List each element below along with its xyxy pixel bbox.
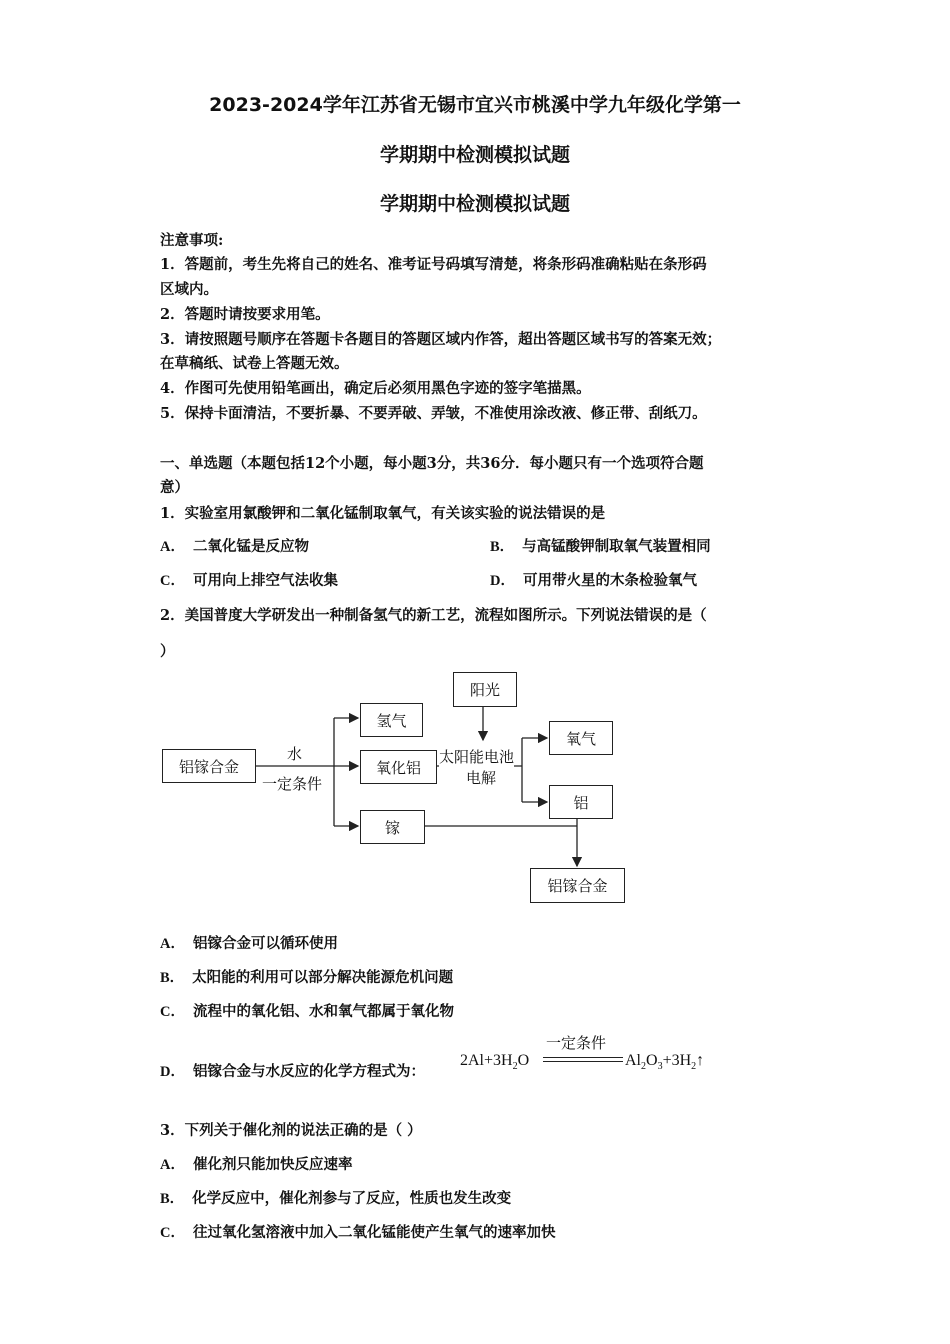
option-text: 与高锰酸钾制取氧气装置相同 — [522, 538, 711, 555]
eq-r3: +3H — [662, 1052, 692, 1069]
box-alloy-out: 铝镓合金 — [530, 868, 625, 903]
q2-option-a — [160, 932, 338, 953]
equation-right — [625, 1052, 704, 1072]
eq-r3-sub: 2 — [691, 1061, 697, 1073]
notice-item: 5．保持卡面清洁，不要折暴、不要弄破、弄皱，不准使用涂改液、修正带、刮纸刀。 — [160, 405, 707, 422]
option-label: A． — [160, 936, 185, 952]
label-electrolysis: 电解 — [466, 769, 497, 787]
eq-r2-sub: 3 — [657, 1061, 663, 1073]
option-label: C． — [160, 1004, 185, 1020]
page-title-line2: 学期期中检测模拟试题 — [379, 144, 570, 166]
option-label: D． — [490, 573, 515, 589]
q2-option-c — [160, 1000, 454, 1021]
option-label: B． — [160, 1191, 185, 1207]
equation-left — [460, 1052, 529, 1072]
box-sunlight: 阳光 — [453, 672, 517, 707]
option-label: A． — [160, 1157, 185, 1173]
eq-r2: O — [646, 1052, 658, 1069]
q3-option-a — [160, 1153, 352, 1174]
notice-item: 区域内。 — [160, 281, 218, 298]
option-text: 铝镓合金可以循环使用 — [192, 935, 338, 952]
q2-option-b — [160, 966, 453, 987]
box-aluminum: 铝 — [549, 785, 613, 819]
option-text: 可用带火星的木条检验氧气 — [522, 572, 697, 589]
q3-option-c — [160, 1221, 555, 1242]
eq-r1-sub: 2 — [641, 1061, 646, 1073]
option-text: 太阳能的利用可以部分解决能源危机问题 — [192, 969, 454, 986]
option-text: 铝镓合金与水反应的化学方程式为： — [192, 1063, 425, 1080]
option-text: 催化剂只能加快反应速率 — [192, 1156, 353, 1173]
section-heading: 一、单选题（本题包括12个小题，每小题3分，共36分．每小题只有一个选项符合题 — [160, 455, 704, 472]
question-2-stem: 2．美国普度大学研发出一种制备氢气的新工艺，流程如图所示。下列说法错误的是（ — [160, 607, 707, 624]
eq-left-sub: 2 — [512, 1061, 518, 1073]
option-text: 化学反应中，催化剂参与了反应，性质也发生改变 — [192, 1190, 512, 1207]
q3-option-b — [160, 1187, 511, 1208]
question-2-stem-cont: ） — [160, 643, 175, 660]
notice-item: 在草稿纸、试卷上答题无效。 — [160, 355, 349, 372]
eq-r1: Al — [625, 1052, 641, 1069]
option-label: C． — [160, 1225, 185, 1241]
option-label: A． — [160, 539, 185, 555]
box-alumina: 氧化铝 — [360, 750, 437, 784]
label-water: 水 — [287, 745, 303, 763]
page-subtitle: 学期期中检测模拟试题 — [379, 193, 570, 215]
question-1-stem: 1．实验室用氯酸钾和二氧化锰制取氧气，有关该实验的说法错误的是 — [160, 505, 606, 522]
option-label: B． — [490, 539, 515, 555]
option-text: 流程中的氧化铝、水和氧气都属于氧化物 — [192, 1003, 454, 1020]
eq-left-text: 2Al+3H — [460, 1052, 513, 1069]
box-alloy: 铝镓合金 — [162, 749, 256, 783]
box-gallium: 镓 — [360, 810, 425, 844]
eq-gas-arrow: ↑ — [696, 1052, 705, 1069]
label-solar-cell: 太阳能电池 — [439, 748, 515, 766]
box-oxygen: 氧气 — [549, 721, 613, 755]
notice-item: 2．答题时请按要求用笔。 — [160, 306, 330, 323]
equation-equals-sign — [543, 1056, 623, 1064]
notice-item: 4．作图可先使用铅笔画出，确定后必须用黑色字迹的签字笔描黑。 — [160, 380, 591, 397]
option-label: B． — [160, 970, 185, 986]
notice-item: 3．请按照题号顺序在答题卡各题目的答题区域内作答，超出答题区域书写的答案无效； — [160, 331, 722, 348]
question-3-stem: 3．下列关于催化剂的说法正确的是（ ） — [160, 1122, 422, 1139]
notice-item: 1．答题前，考生先将自己的姓名、准考证号码填写清楚，将条形码准确粘贴在条形码 — [160, 256, 707, 273]
label-condition: 一定条件 — [262, 775, 323, 793]
box-hydrogen: 氢气 — [360, 703, 423, 737]
option-text: 二氧化锰是反应物 — [192, 538, 309, 555]
page-title-line1: 2023-2024学年江苏省无锡市宜兴市桃溪中学九年级化学第一 — [209, 94, 741, 116]
eq-left-end: O — [517, 1052, 530, 1069]
section-heading-cont: 意） — [160, 479, 189, 496]
option-label: D． — [160, 1064, 185, 1080]
equation-condition: 一定条件 — [546, 1034, 607, 1052]
q2-option-d — [160, 1060, 425, 1081]
notice-heading: 注意事项: — [160, 232, 224, 249]
option-text: 往过氧化氢溶液中加入二氧化锰能使产生氧气的速率加快 — [192, 1224, 556, 1241]
option-text: 可用向上排空气法收集 — [192, 572, 338, 589]
option-label: C． — [160, 573, 185, 589]
